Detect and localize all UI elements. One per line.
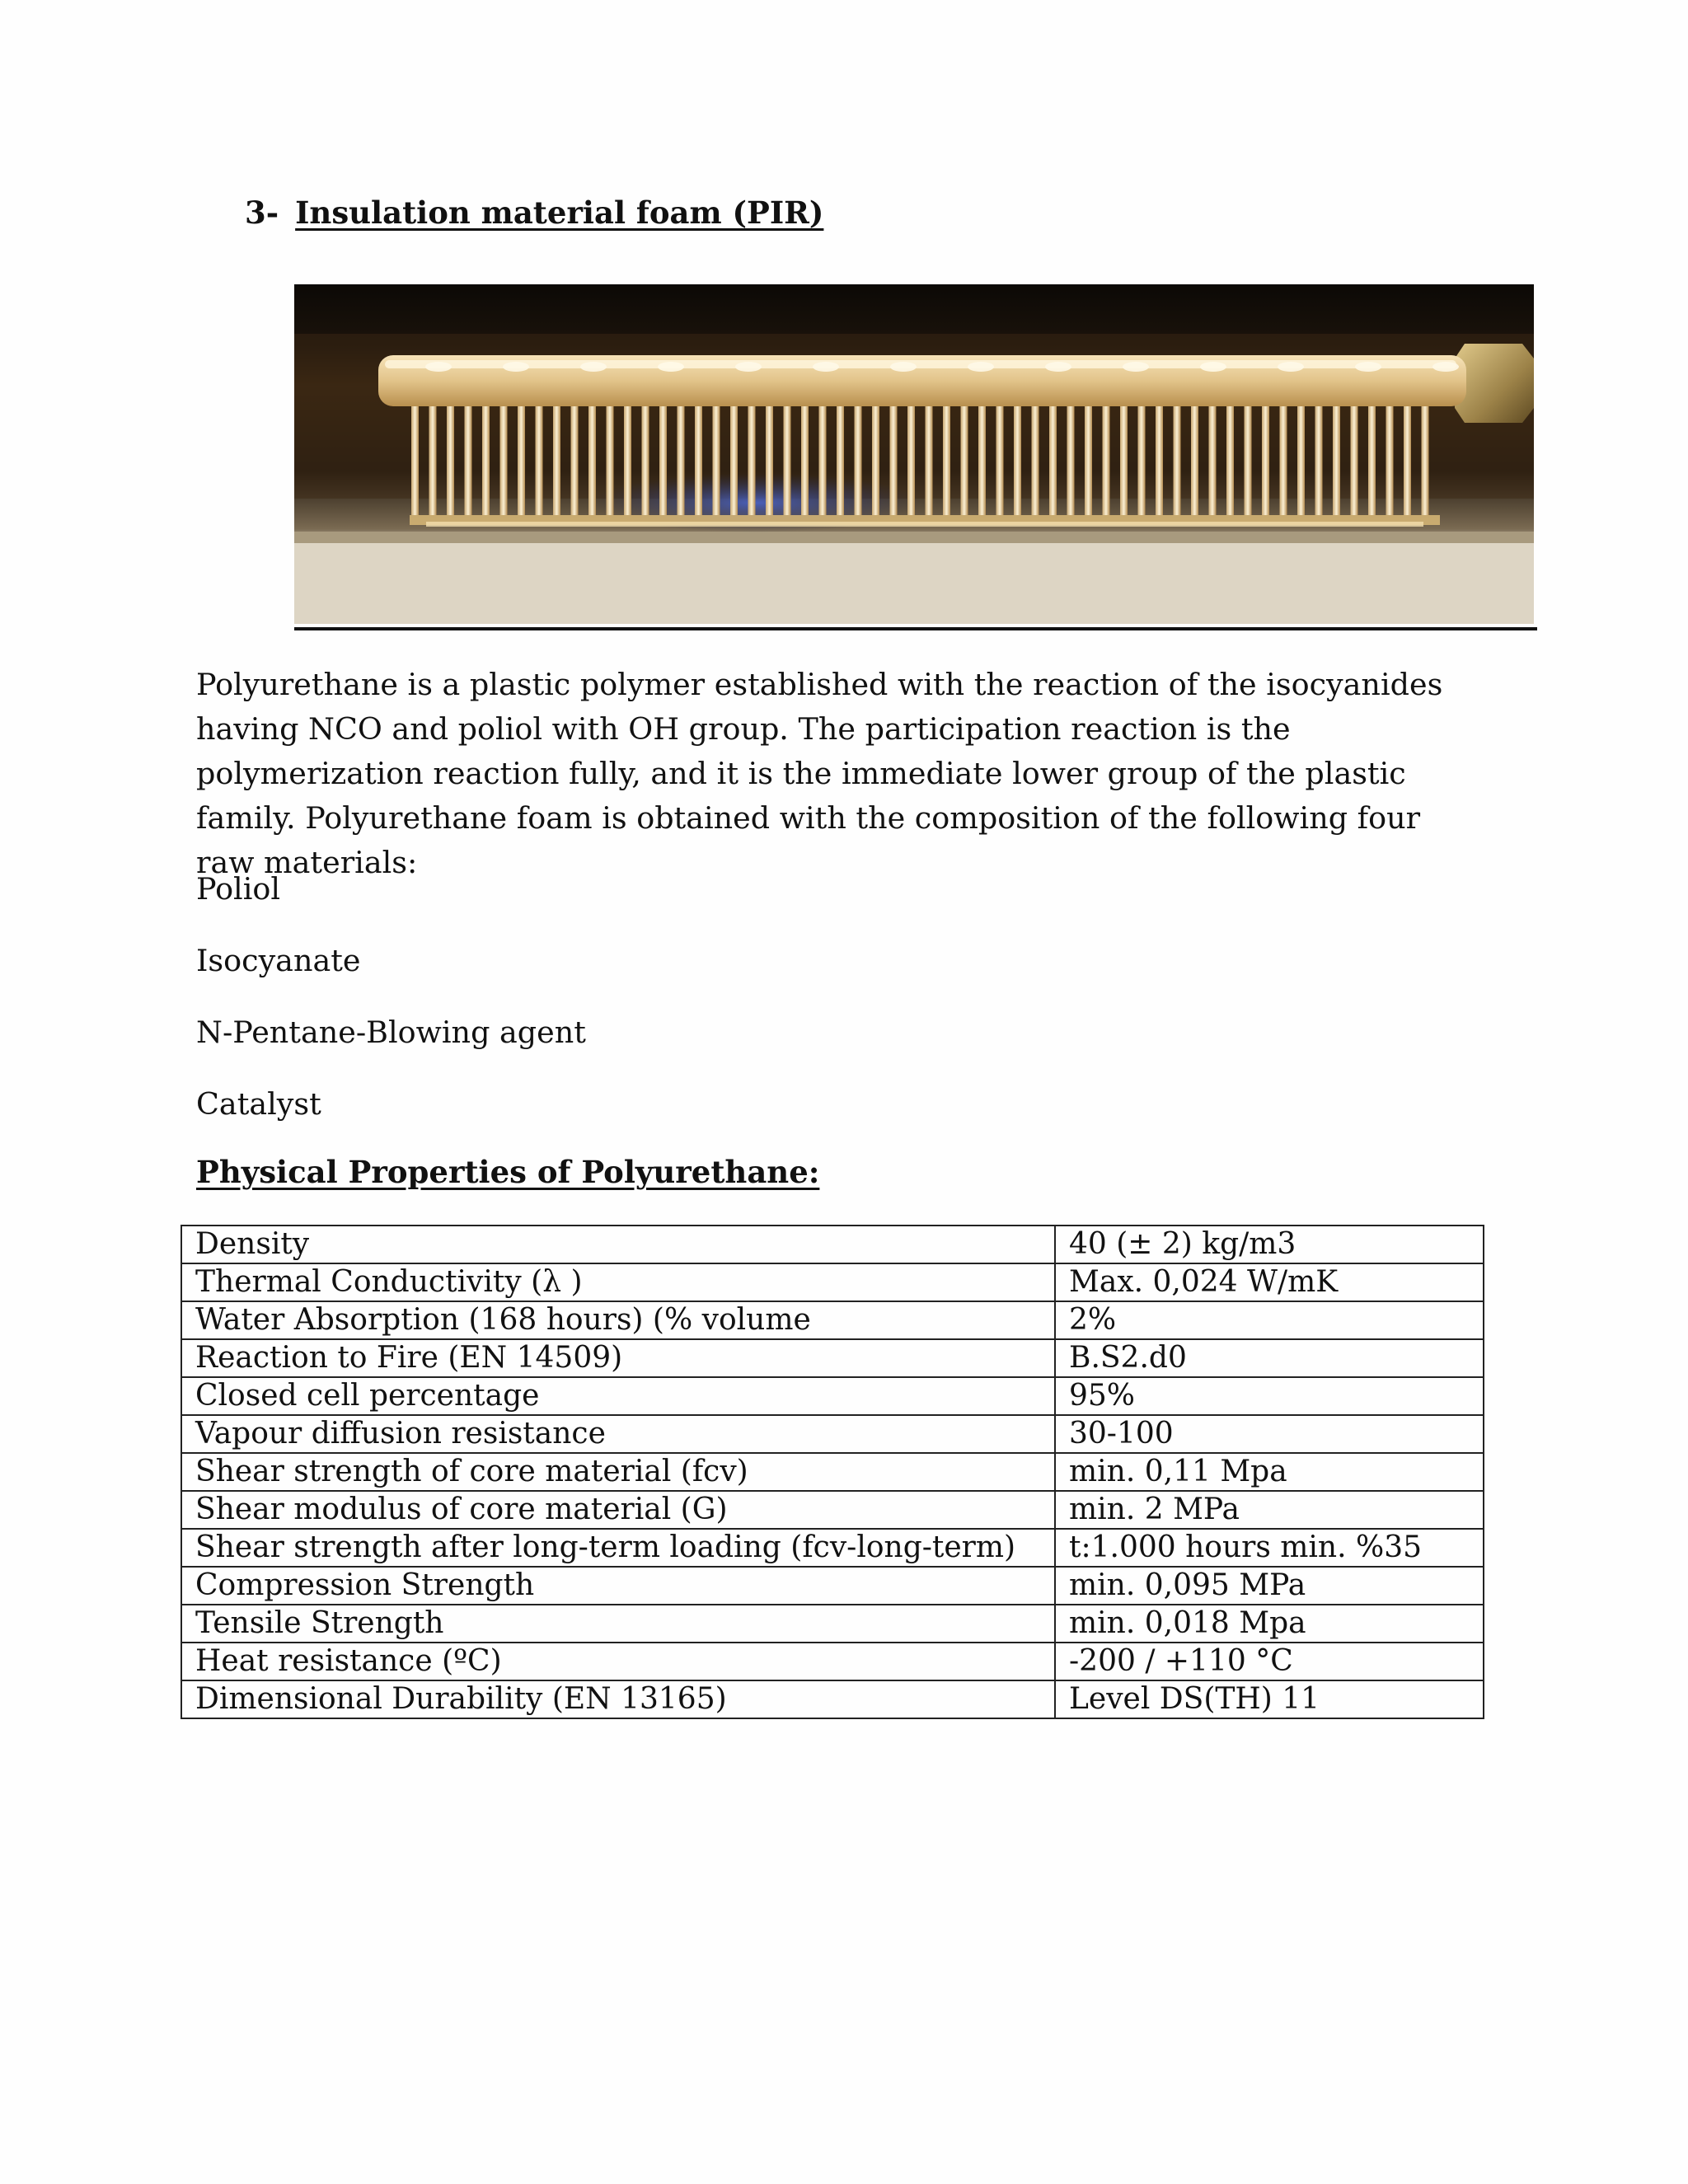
dispenser-pin <box>571 406 579 515</box>
table-row <box>181 1453 1484 1491</box>
dispenser-pin <box>1209 406 1217 515</box>
raw-material-item: Poliol <box>196 871 281 907</box>
dispenser-pin <box>1138 406 1146 515</box>
dispenser-pin <box>1262 406 1269 515</box>
dispenser-pin <box>1404 406 1411 515</box>
table-row <box>181 1226 1484 1263</box>
section-title: Insulation material foam (PIR) <box>295 194 824 231</box>
property-value: min. 2 MPa <box>1055 1491 1484 1529</box>
table-row <box>181 1415 1484 1453</box>
property-value: t:1.000 hours min. %35 <box>1055 1529 1484 1567</box>
dispenser-pin <box>961 406 968 515</box>
property-name: Heat resistance (ºC) <box>181 1643 1055 1680</box>
property-name: Shear modulus of core material (G) <box>181 1491 1055 1529</box>
dispenser-pin <box>659 406 667 515</box>
dispenser-pin <box>1085 406 1092 515</box>
table-row <box>181 1377 1484 1415</box>
property-name: Shear strength of core material (fcv) <box>181 1453 1055 1491</box>
dispenser-pin <box>996 406 1004 515</box>
dispenser-pin <box>837 406 844 515</box>
dispenser-pin <box>1333 406 1340 515</box>
raw-material-item: Catalyst <box>196 1086 321 1122</box>
property-name: Vapour diffusion resistance <box>181 1415 1055 1453</box>
dispenser-pin <box>1226 406 1234 515</box>
property-name: Compression Strength <box>181 1567 1055 1605</box>
bar-highlight <box>1200 362 1226 372</box>
dispenser-pin <box>730 406 738 515</box>
dispenser-pin <box>766 406 773 515</box>
dispenser-pin <box>801 406 809 515</box>
dispenser-pin <box>1351 406 1358 515</box>
section-heading <box>245 194 823 231</box>
property-value: min. 0,095 MPa <box>1055 1567 1484 1605</box>
properties-heading: Physical Properties of Polyurethane: <box>196 1154 820 1190</box>
dispenser-pin <box>411 406 419 515</box>
properties-table <box>181 1225 1484 1719</box>
property-value: Max. 0,024 W/mK <box>1055 1263 1484 1301</box>
dispenser-pin <box>978 406 986 515</box>
dispenser-pin <box>1297 406 1305 515</box>
dispenser-pin <box>1245 406 1252 515</box>
property-name: Thermal Conductivity (λ ) <box>181 1263 1055 1301</box>
dispenser-pin <box>926 406 933 515</box>
dispenser-pin <box>465 406 472 515</box>
foam-dispensing-photo <box>294 284 1534 624</box>
dispenser-pin <box>1067 406 1075 515</box>
dispenser-pin <box>819 406 827 515</box>
table-row <box>181 1643 1484 1680</box>
dispenser-pin <box>695 406 702 515</box>
property-value: B.S2.d0 <box>1055 1339 1484 1377</box>
dispenser-pin <box>678 406 685 515</box>
dispenser-pin <box>553 406 560 515</box>
table-row <box>181 1491 1484 1529</box>
dispenser-pin <box>588 406 596 515</box>
table-row <box>181 1301 1484 1339</box>
photo-underline <box>294 627 1537 630</box>
dispenser-pin <box>890 406 898 515</box>
property-name: Reaction to Fire (EN 14509) <box>181 1339 1055 1377</box>
dispenser-pin <box>482 406 490 515</box>
dispenser-pin <box>1014 406 1021 515</box>
section-number: 3- <box>245 194 279 231</box>
dispenser-pin <box>624 406 631 515</box>
property-value: -200 / +110 °C <box>1055 1643 1484 1680</box>
dispenser-pin <box>1422 406 1429 515</box>
dispenser-pin <box>784 406 791 515</box>
property-value: 30-100 <box>1055 1415 1484 1453</box>
dispenser-pin <box>447 406 454 515</box>
property-value: 2% <box>1055 1301 1484 1339</box>
dispenser-pin <box>1103 406 1110 515</box>
bar-highlight <box>813 362 839 372</box>
dispenser-pin <box>1120 406 1128 515</box>
property-value: 95% <box>1055 1377 1484 1415</box>
dispenser-pin <box>855 406 862 515</box>
table-row <box>181 1567 1484 1605</box>
dispenser-pin <box>1049 406 1057 515</box>
bar-highlight <box>1278 362 1304 372</box>
dispenser-pin <box>1280 406 1287 515</box>
table-row <box>181 1605 1484 1643</box>
dispenser-pin <box>536 406 543 515</box>
dispenser-pin <box>1368 406 1376 515</box>
bar-highlight <box>1045 362 1071 372</box>
property-value: Level DS(TH) 11 <box>1055 1680 1484 1718</box>
table-row <box>181 1680 1484 1718</box>
dispenser-pin <box>500 406 508 515</box>
dispenser-pin <box>748 406 756 515</box>
bar-highlight <box>503 362 529 372</box>
bar-highlight <box>425 362 452 372</box>
property-value: min. 0,11 Mpa <box>1055 1453 1484 1491</box>
bar-highlight <box>658 362 684 372</box>
table-row <box>181 1339 1484 1377</box>
property-name: Tensile Strength <box>181 1605 1055 1643</box>
bar-highlight <box>1123 362 1149 372</box>
dispenser-pin <box>907 406 915 515</box>
bar-highlight <box>580 362 607 372</box>
bar-highlight <box>1355 362 1381 372</box>
table-row <box>181 1529 1484 1567</box>
dispenser-pin <box>1191 406 1198 515</box>
property-name: Density <box>181 1226 1055 1263</box>
bar-highlight <box>890 362 917 372</box>
property-value: 40 (± 2) kg/m3 <box>1055 1226 1484 1263</box>
dispenser-pin <box>518 406 525 515</box>
dispenser-pin <box>943 406 950 515</box>
dispenser-pin <box>1156 406 1163 515</box>
property-name: Shear strength after long-term loading (fcv-long-term) <box>181 1529 1055 1567</box>
property-name: Dimensional Durability (EN 13165) <box>181 1680 1055 1718</box>
dispenser-pin <box>1315 406 1323 515</box>
table-row <box>181 1263 1484 1301</box>
property-name: Closed cell percentage <box>181 1377 1055 1415</box>
dispenser-pin <box>1174 406 1181 515</box>
bar-highlight <box>968 362 994 372</box>
bar-highlight <box>735 362 762 372</box>
raw-material-item: N-Pentane-Blowing agent <box>196 1015 586 1050</box>
dispenser-pin <box>713 406 720 515</box>
foam-dispenser-image <box>294 284 1534 624</box>
bar-highlight <box>1432 362 1459 372</box>
intro-paragraph: Polyurethane is a plastic polymer established with the reaction of the isocyanides having NCO and poliol with OH group. The participation reaction is the polymerization reaction fully, and it is the immediate lower group of the plastic family. Polyurethane foam is obtained with the composition of the following four raw materials: <box>196 667 1443 880</box>
dispenser-pin <box>1032 406 1039 515</box>
dispenser-pin <box>607 406 614 515</box>
property-name: Water Absorption (168 hours) (% volume <box>181 1301 1055 1339</box>
raw-material-item: Isocyanate <box>196 943 361 978</box>
property-value: min. 0,018 Mpa <box>1055 1605 1484 1643</box>
dispenser-pin <box>429 406 437 515</box>
dispenser-pin <box>872 406 879 515</box>
dispenser-pin <box>1386 406 1394 515</box>
dispenser-pin <box>642 406 649 515</box>
